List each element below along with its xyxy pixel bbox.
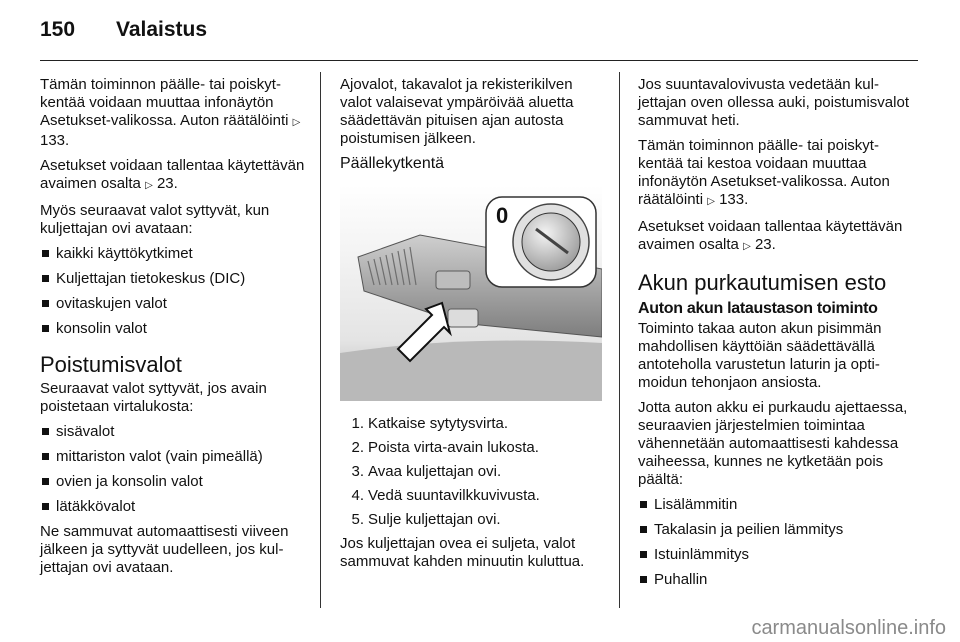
list-item: 3. Avaa kuljettajan ovi. <box>351 463 502 480</box>
list-item: Kuljettajan tietokeskus (DIC) <box>40 270 308 288</box>
paragraph: Seuraavat valot syttyvät, jos avain poistetaan virtalukosta: <box>40 380 267 415</box>
lever-tip-button <box>448 309 478 327</box>
column-divider-1 <box>320 72 321 608</box>
header-rule <box>40 60 918 61</box>
paragraph: Asetukset voidaan tallentaa käytettävän avaimen osalta ▷ 23. <box>40 157 305 192</box>
dial-position-label: 0 <box>496 203 509 228</box>
paragraph: Tämän toiminnon päälle- tai poiskytkentää voidaan muuttaa infonäytön Asetukset-valikossa. Auton räätälöinti ▷ 133. <box>40 76 301 149</box>
bullet-list <box>40 423 308 516</box>
list-item: Puhallin <box>638 571 914 589</box>
list-item: ovien ja konsolin valot <box>40 473 308 491</box>
section-heading: Poistumisvalot <box>40 352 182 377</box>
watermark: carmanualsonline.info <box>751 617 946 639</box>
bullet-list <box>638 496 914 589</box>
section-heading: Akun purkautumisen esto <box>638 270 887 295</box>
paragraph: Ajovalot, takavalot ja rekisterikilven valot valaisevat ympäröivää aluetta säädettävän pituisen ajan autosta poistumisen jälkeen. <box>340 76 574 147</box>
subsection-heading: Päällekytkentä <box>340 155 445 172</box>
paragraph: Jotta auton akku ei purkaudu ajettaessa, seuraavien järjestelmien toimintaa vähennetään automaattisesti kahdessa vaiheessa, kunnes ne kytketään pois päältä: <box>638 399 908 488</box>
page-reference: 133. <box>40 132 70 149</box>
list-item: Takalasin ja peilien lämmitys <box>638 521 914 539</box>
page-reference: 23. <box>156 175 178 192</box>
reference-arrow-icon: ▷ <box>145 180 153 191</box>
paragraph: Ne sammuvat automaattisesti viiveen jälkeen ja syttyvät uudelleen, jos kuljettajan ovi avataan. <box>40 523 289 576</box>
list-item: 2. Poista virta-avain lukosta. <box>351 439 539 456</box>
lever-illustration-svg <box>340 185 602 401</box>
page-header <box>40 18 207 42</box>
list-item: ovitaskujen valot <box>40 295 308 313</box>
list-item: lätäkkövalot <box>40 498 308 516</box>
numbered-steps <box>340 415 608 529</box>
page-reference: 23. <box>754 236 776 253</box>
reference-arrow-icon: ▷ <box>292 117 301 128</box>
list-item: mittariston valot (vain pimeällä) <box>40 448 308 466</box>
page-number: 150 <box>40 18 76 41</box>
section-title: Valaistus <box>116 18 208 41</box>
page-reference: 133. <box>719 191 749 208</box>
dashboard-surface <box>340 341 602 401</box>
column-2 <box>340 76 608 578</box>
reference-arrow-icon: ▷ <box>707 196 715 207</box>
light-symbol-icon <box>436 271 470 289</box>
list-item: Istuinlämmitys <box>638 546 914 564</box>
subsection-heading: Auton akun lataustason toiminto <box>638 300 878 317</box>
list-item: kaikki käyttökytkimet <box>40 245 308 263</box>
paragraph: Myös seuraavat valot syttyvät, kun kuljettajan ovi avataan: <box>40 202 270 237</box>
column-3 <box>638 76 914 596</box>
paragraph: Toiminto takaa auton akun pisimmän mahdollisen käyttöiän säädettävällä antoteholla varustetun laturin ja optimoidun tehonjaon ansiosta. <box>638 320 882 391</box>
list-item: konsolin valot <box>40 320 308 338</box>
list-item: 5. Sulje kuljettajan ovi. <box>351 511 501 528</box>
paragraph: Jos kuljettajan ovea ei suljeta, valot sammuvat kahden minuutin kuluttua. <box>340 535 585 570</box>
paragraph: Tämän toiminnon päälle- tai poiskytkentää tai kestoa voidaan muuttaa infonäytön Asetukset-valikossa. Auton räätälöinti ▷ 133. <box>638 137 890 208</box>
paragraph: Jos suuntavalovivusta vedetään kuljettajan oven ollessa auki, poistumisvalot sammuvat heti. <box>638 76 909 129</box>
turn-signal-lever-illustration <box>340 185 602 401</box>
column-divider-2 <box>619 72 620 608</box>
list-item: Lisälämmitin <box>638 496 914 514</box>
list-item: 1. Katkaise sytytysvirta. <box>351 415 509 432</box>
reference-arrow-icon: ▷ <box>743 241 751 252</box>
list-item: 4. Vedä suuntavilkkuvivusta. <box>351 487 540 504</box>
list-item: sisävalot <box>40 423 308 441</box>
column-1 <box>40 76 308 584</box>
paragraph: Asetukset voidaan tallentaa käytettävän avaimen osalta ▷ 23. <box>638 218 903 253</box>
bullet-list <box>40 245 308 338</box>
